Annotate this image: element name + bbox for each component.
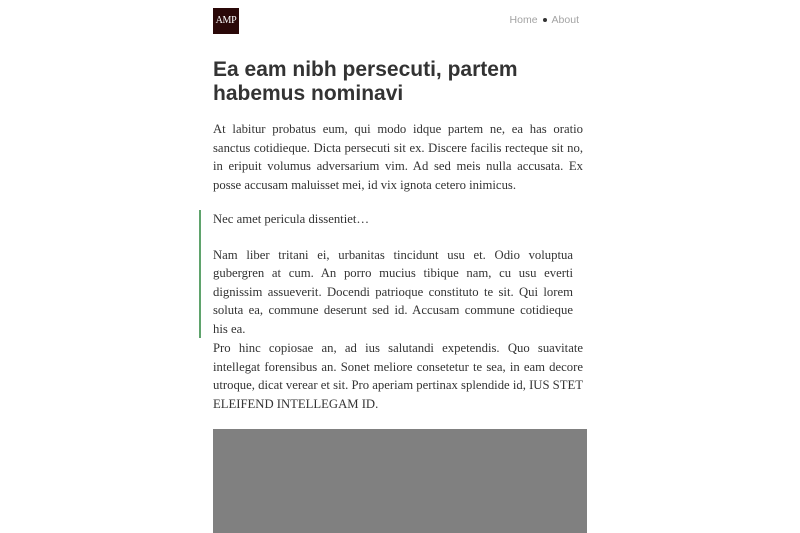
blockquote-line-2: Nam liber tritani ei, urbanitas tincidunt usu et. Odio voluptua gubergren at cum. An porro mucius tibique nam, cu usu everti dignissim assueverit. Docendi patrioque constituto te sit. Qui lorem soluta ea, commune deserunt sed id. Accusam commune cotidieque his ea. — [213, 247, 573, 336]
article-title: Ea eam nibh persecuti, partem habemus nominavi — [213, 58, 518, 105]
nav-link-about[interactable]: About — [551, 14, 579, 26]
site-header — [213, 0, 587, 50]
article-page — [213, 0, 587, 411]
top-nav — [510, 14, 579, 26]
article-paragraph-3: Pro hinc copiosae an, ad ius salutandi expetendis. Quo suavitate intellegat forensibus an. Sonet meliore consetetur te sea, in eam decore utroque, dicat verear et sit. Pro aperiam pertinax splendide id, IUS STET ELEIFEND INTELLEGAM ID. — [213, 341, 583, 411]
blockquote-line-1: Nec amet pericula dissentiet… — [213, 212, 370, 226]
article-blockquote — [199, 210, 573, 338]
nav-separator-dot — [543, 18, 547, 22]
nav-link-home[interactable]: Home — [509, 14, 538, 26]
article-paragraph-1: At labitur probatus eum, qui modo idque partem ne, ea has oratio sanctus cotidieque. Dicta persecuti sit ex. Discere facilis recteque sit no, in eripuit volumus adversarium vim. Ad sed meis nulla accusata. Ex posse accusam maluisset mei, id vix ignota cetero inimicus. — [213, 122, 583, 192]
article-image-placeholder — [213, 429, 587, 533]
site-logo[interactable]: AMP — [213, 8, 239, 34]
